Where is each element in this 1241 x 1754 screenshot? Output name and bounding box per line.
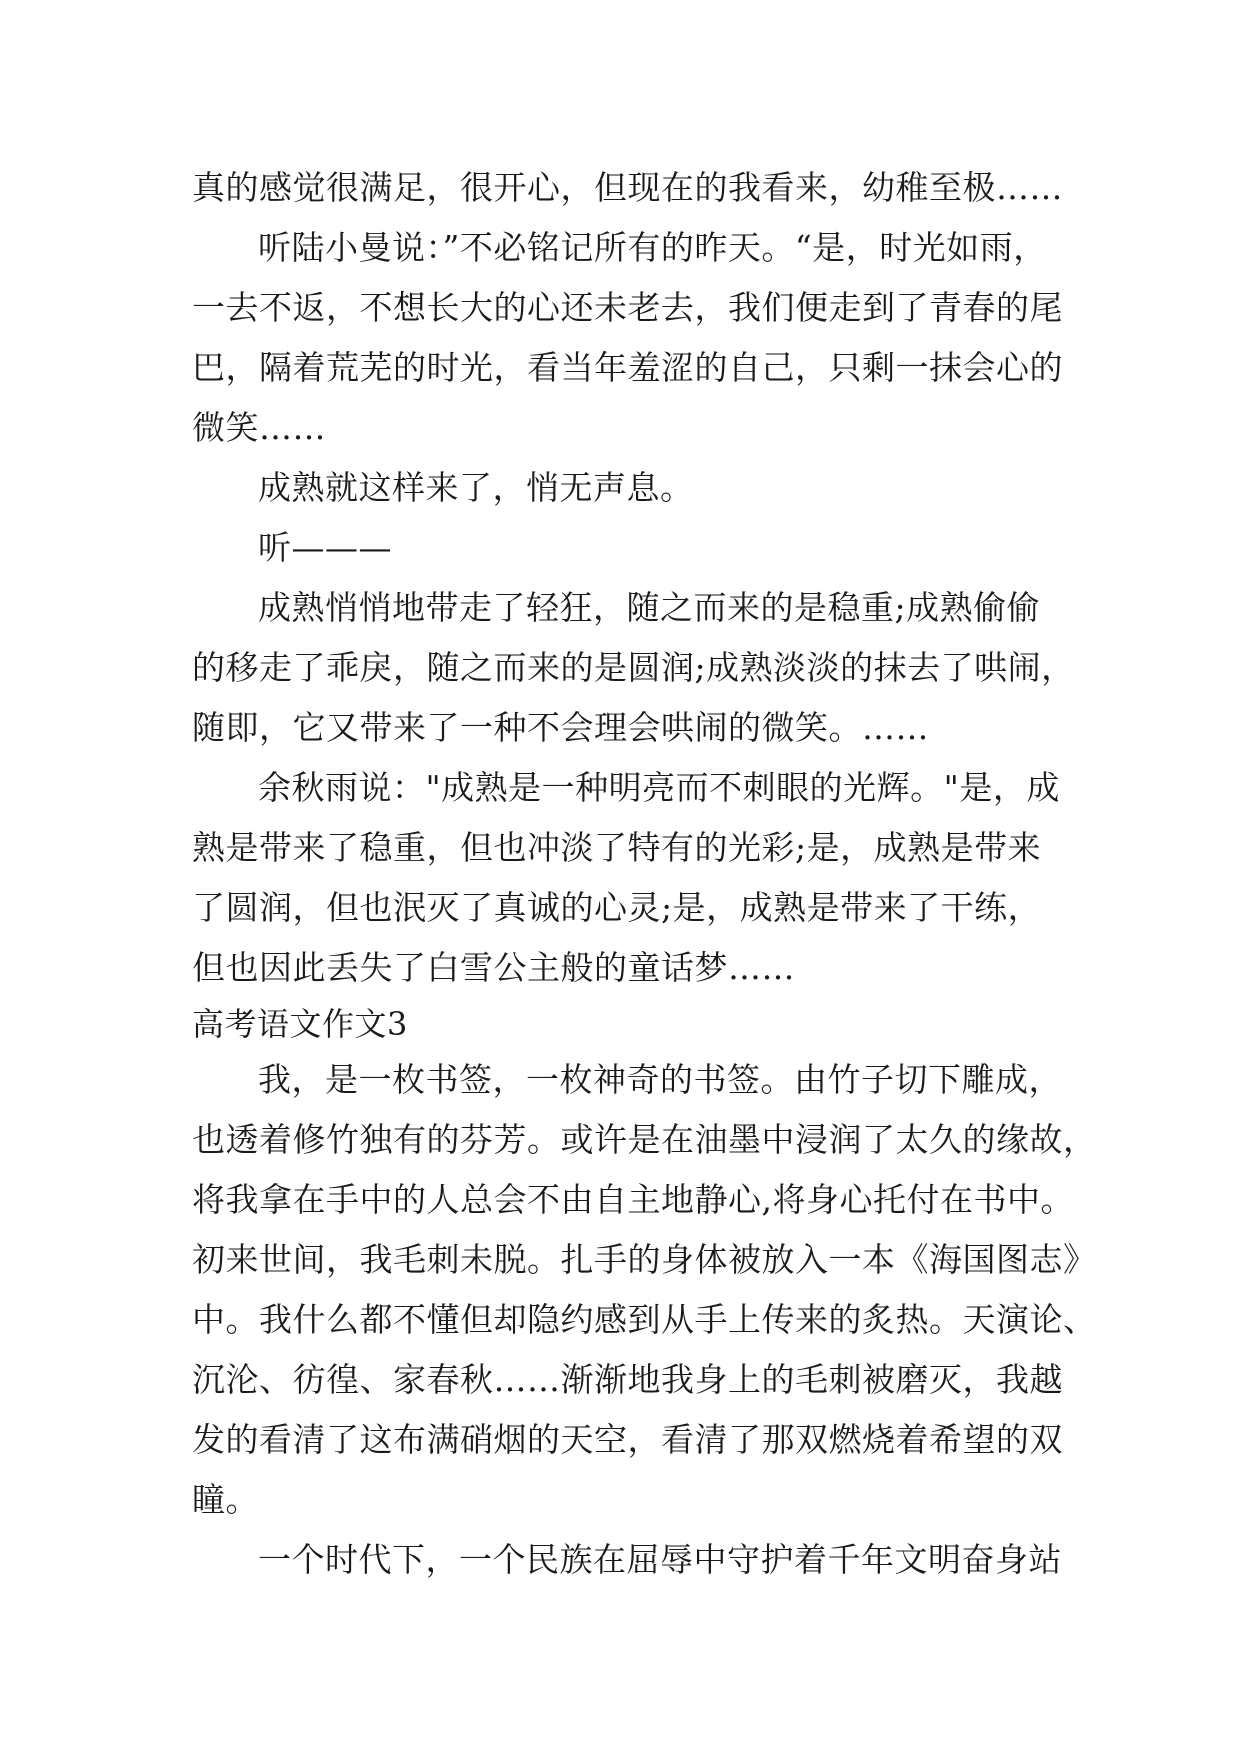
text-line: 听——— bbox=[258, 528, 392, 567]
text-line: 瞳。 bbox=[192, 1480, 259, 1519]
text-line: 听陆小曼说：”不必铭记所有的昨天。“是，时光如雨， bbox=[258, 228, 1047, 267]
document-body bbox=[192, 158, 1097, 1590]
text-line: 一去不返，不想长大的心还未老去，我们便走到了青春的尾 bbox=[192, 288, 1063, 327]
text-line: 发的看清了这布满硝烟的天空，看清了那双燃烧着希望的双 bbox=[192, 1420, 1063, 1459]
text-line: 中。我什么都不懂但却隐约感到从手上传来的炙热。天演论、 bbox=[192, 1300, 1097, 1339]
text-line: 真的感觉很满足，很开心，但现在的我看来，幼稚至极…… bbox=[192, 168, 1063, 207]
text-line: 初来世间，我毛刺未脱。扎手的身体被放入一本《海国图志》 bbox=[192, 1240, 1097, 1279]
text-line: 了圆润，但也泯灭了真诚的心灵;是，成熟是带来了干练， bbox=[192, 888, 1042, 927]
text-line: 微笑…… bbox=[192, 408, 326, 447]
text-line: 随即，它又带来了一种不会理会哄闹的微笑。…… bbox=[192, 708, 929, 747]
text-line: 成熟就这样来了，悄无声息。 bbox=[258, 468, 694, 507]
text-line: 但也因此丢失了白雪公主般的童话梦…… bbox=[192, 948, 795, 987]
text-line: 一个时代下，一个民族在屈辱中守护着千年文明奋身站 bbox=[258, 1540, 1062, 1579]
text-line: 也透着修竹独有的芬芳。或许是在油墨中浸润了太久的缘故， bbox=[192, 1120, 1097, 1159]
text-line: 成熟悄悄地带走了轻狂，随之而来的是稳重;成熟偷偷 bbox=[258, 588, 1041, 627]
section-heading: 高考语文作文3 bbox=[192, 1005, 408, 1043]
text-line: 沉沦、彷徨、家春秋……渐渐地我身上的毛刺被磨灭，我越 bbox=[192, 1360, 1063, 1399]
text-line: 巴，隔着荒芜的时光，看当年羞涩的自己，只剩一抹会心的 bbox=[192, 348, 1063, 387]
text-line: 的移走了乖戾，随之而来的是圆润;成熟淡淡的抹去了哄闹， bbox=[192, 648, 1075, 687]
text-line: 熟是带来了稳重，但也冲淡了特有的光彩;是，成熟是带来 bbox=[192, 828, 1042, 867]
text-line: 将我拿在手中的人总会不由自主地静心,将身心托付在书中。 bbox=[192, 1180, 1074, 1219]
text-line: 余秋雨说："成熟是一种明亮而不刺眼的光辉。"是，成 bbox=[258, 768, 1060, 807]
text-line: 我，是一枚书签，一枚神奇的书签。由竹子切下雕成， bbox=[258, 1060, 1062, 1099]
